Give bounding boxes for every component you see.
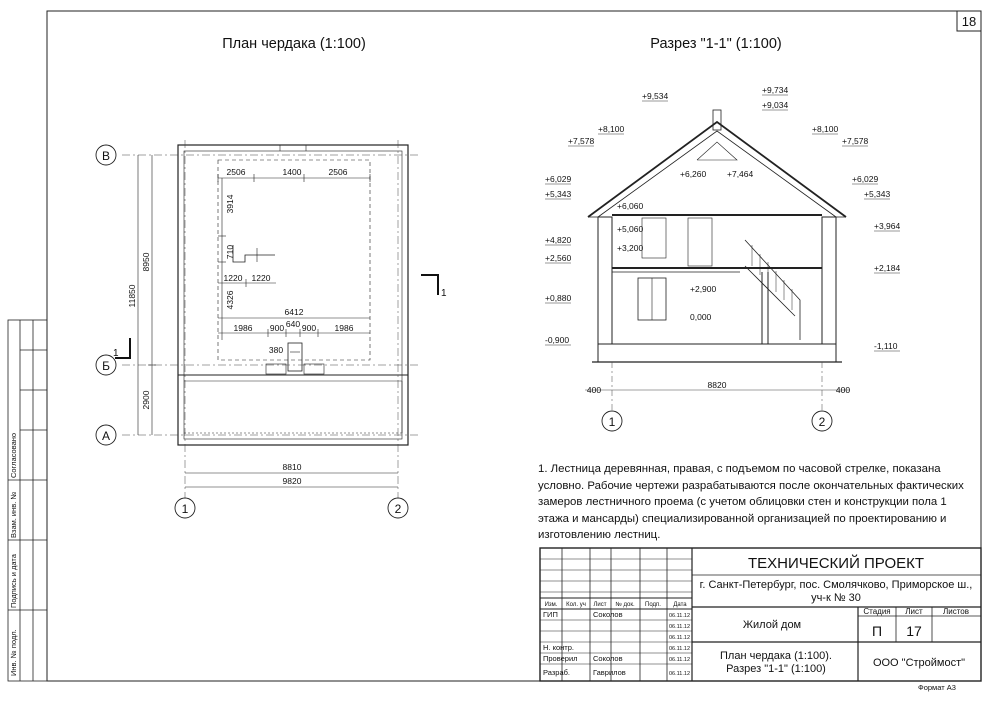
section-mark-left: 1: [113, 348, 119, 359]
plan-title: План чердака (1:100): [222, 36, 366, 52]
side-stamp-inv-original: Инв. № подл.: [9, 629, 18, 676]
tb-col-kol: Кол. уч: [566, 602, 586, 608]
tb-row-6-role: Разраб.: [543, 668, 571, 677]
section-title: Разрез "1-1" (1:100): [650, 36, 782, 52]
tb-row-1-name: Соколов: [593, 610, 623, 619]
tb-row-5-role: Проверил: [543, 654, 578, 663]
plan-axis-letter-b: Б: [102, 359, 110, 373]
section-axis-number-2: 2: [818, 415, 826, 429]
project-address-2: уч-к № 30: [811, 592, 861, 604]
project-title: ТЕХНИЧЕСКИЙ ПРОЕКТ: [747, 555, 925, 572]
stair-note: 1. Лестница деревянная, правая, с подъемом по часовой стрелке, показана условно. Рабочие чертежи разрабатываются после окончательных фактических замеров лестничного проема (с учетом облицовки стен и конструкции пола 1 этажа и мансарды) специализированной организацией по проектированию и изготовлению лестниц.: [538, 463, 964, 541]
format-label: Формат А3: [918, 683, 956, 692]
elev-left-5343: +5,343: [545, 189, 572, 199]
tb-drawing-name-1: План чердака (1:100).: [720, 650, 832, 662]
plan-dim-380: 380: [268, 345, 284, 355]
tb-row-6-name: Гаврилов: [593, 668, 626, 677]
tb-row-1-date: 06.11.12: [669, 613, 691, 619]
plan-dim-11850: 11850: [127, 284, 137, 308]
tb-row-4-date: 06.11.12: [669, 646, 691, 652]
elev-inner-5060: +5,060: [617, 224, 644, 234]
tb-row-3-date: 06.11.12: [669, 635, 691, 641]
section-axis-number-1: 1: [608, 415, 616, 429]
tb-sheets-header: Листов: [943, 607, 969, 616]
plan-dim-8810: 8810: [282, 462, 302, 472]
plan-dim-2900: 2900: [141, 390, 151, 410]
plan-dim-bottom-5: 1986: [334, 323, 354, 333]
elev-right-8100: +8,100: [812, 124, 839, 134]
elev-left-6029: +6,029: [545, 174, 572, 184]
tb-company: ООО "Строймост": [872, 657, 966, 669]
section-dim-8820: 8820: [707, 380, 727, 390]
elev-left-2560: +2,560: [545, 253, 572, 263]
plan-axis-letter-a: А: [101, 429, 111, 443]
section-mark-right: 1: [441, 288, 447, 299]
elev-inner-3200: +3,200: [617, 243, 644, 253]
plan-dim-4326: 4326: [225, 290, 235, 310]
tb-row-5-name: Соколов: [593, 654, 623, 663]
plan-axis-letter-v: В: [101, 149, 111, 163]
plan-dim-3914: 3914: [225, 194, 235, 214]
tb-stage-header: Стадия: [863, 607, 891, 616]
tb-col-doc: № док.: [615, 602, 635, 608]
elevations-inner: [617, 169, 754, 322]
elev-right-9034: +9,034: [762, 100, 789, 110]
elev-inner-6060: +6,060: [617, 201, 644, 211]
plan-dimension-lines: [138, 155, 398, 487]
tb-row-5-date: 06.11.12: [669, 657, 691, 663]
plan-dim-bottom-2: 900: [269, 323, 285, 333]
plan-axis-number-2: 2: [394, 502, 402, 516]
elev-right-2184: +2,184: [874, 263, 901, 273]
elev-inner-0000: 0,000: [690, 312, 712, 322]
tb-col-izm: Изм.: [544, 602, 558, 608]
tb-stage-value: П: [871, 623, 883, 639]
plan-dim-mid-1: 1220: [223, 273, 243, 283]
elev-right-1110: -1,110: [874, 341, 898, 351]
tb-col-list: Лист: [593, 602, 607, 608]
section-dim-400-right: 400: [835, 385, 851, 395]
project-address-1: г. Санкт-Петербург, пос. Смолячково, Приморское ш.,: [699, 579, 973, 591]
elev-left-4820: +4,820: [545, 235, 572, 245]
elevations-right: [762, 85, 901, 351]
tb-drawing-name-2: Разрез "1-1" (1:100): [726, 663, 826, 675]
elev-left-7578: +7,578: [568, 136, 595, 146]
plan-dim-bottom-3: 640: [285, 319, 301, 329]
tb-row-6-date: 06.11.12: [669, 671, 691, 677]
tb-building: Жилой дом: [742, 619, 802, 631]
plan-dim-top-3: 2506: [328, 167, 348, 177]
plan-axis-lines: [122, 140, 420, 498]
elev-left-0880: +0,880: [545, 293, 572, 303]
plan-dim-6412: 6412: [284, 307, 304, 317]
tb-row-1-role: ГИП: [543, 610, 558, 619]
side-stamp-signature-date: Подпись и дата: [9, 554, 18, 608]
elev-inner-7464: +7,464: [727, 169, 754, 179]
plan-dim-9820: 9820: [282, 476, 302, 486]
tb-col-date: Дата: [673, 602, 687, 608]
plan-dim-top-2: 1400: [282, 167, 302, 177]
plan-dim-bottom-4: 900: [301, 323, 317, 333]
plan-dim-8950: 8950: [141, 252, 151, 272]
plan-drawing: [178, 145, 408, 445]
plan-axis-number-1: 1: [181, 502, 189, 516]
elev-right-3964: +3,964: [874, 221, 901, 231]
elev-right-9734: +9,734: [762, 85, 789, 95]
tb-row-4-role: Н. контр.: [543, 643, 574, 652]
section-drawing: [588, 110, 846, 362]
section-dim-400-left: 400: [586, 385, 602, 395]
elev-inner-2900: +2,900: [690, 284, 717, 294]
plan-dim-bottom-1: 1986: [233, 323, 253, 333]
tb-sheet-header: Лист: [905, 607, 923, 616]
section-axis-bubbles: [602, 411, 832, 431]
plan-dim-710: 710: [225, 244, 235, 260]
tb-sheet-value: 17: [906, 623, 922, 639]
elev-left-0900: -0,900: [545, 335, 570, 345]
elev-right-6029: +6,029: [852, 174, 879, 184]
elev-inner-6260: +6,260: [680, 169, 707, 179]
elev-right-5343: +5,343: [864, 189, 891, 199]
side-stamp-agreed: Согласовано: [9, 432, 18, 478]
sheet-number: 18: [961, 14, 977, 29]
plan-dim-mid-2: 1220: [251, 273, 271, 283]
side-stamp-replace-inv: Взам. инв. №: [9, 491, 18, 538]
tb-col-sign: Подп.: [645, 602, 661, 608]
plan-dim-top-1: 2506: [226, 167, 246, 177]
elev-left-8100: +8,100: [598, 124, 625, 134]
elev-right-7578: +7,578: [842, 136, 869, 146]
elev-left-9534: +9,534: [642, 91, 669, 101]
tb-row-2-date: 06.11.12: [669, 624, 691, 630]
